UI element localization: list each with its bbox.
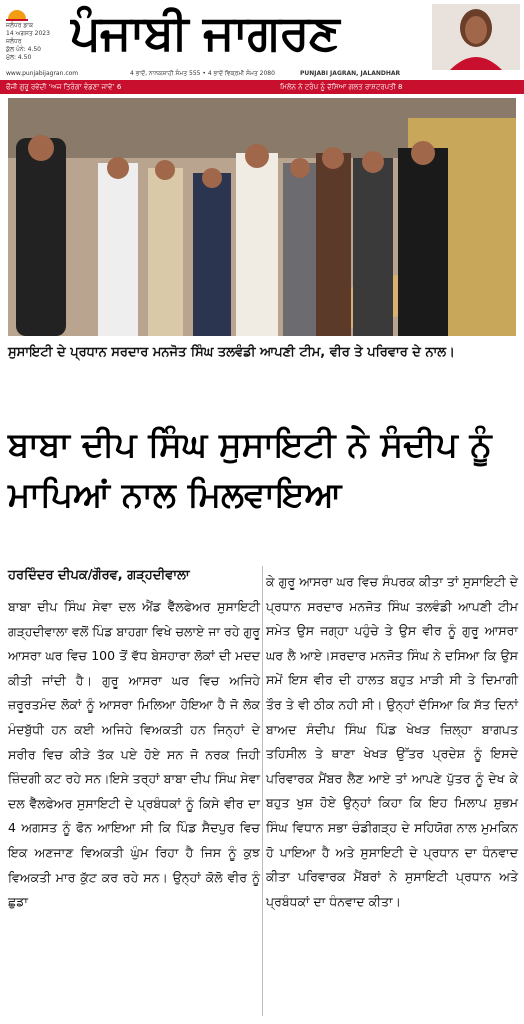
teaser-right: ਮਿਲੇਨ ਨੇ ਟਰੰਪ ਨੂੰ ਦੱਸਿਆ ਗਲਤ ਰਾਸ਼ਟਰਪਤੀ 8 [280,83,403,91]
portrait-illustration [432,4,520,70]
edition-info [6,22,50,62]
teaser-left: ਫੌਜੀ ਗੁਰੂ ਰਵੇਦੀ ‘ਅਜ ਤਿਰੰਗਾ ਵੰਡਣਾ ਜਾਵੇ’ 6 [6,83,122,91]
article-column-right: ਕੇ ਗੁਰੂ ਆਸਰਾ ਘਰ ਵਿਚ ਸੰਪਰਕ ਕੀਤਾ ਤਾਂ ਸੁਸਾਇਟੀ ਦੇ ਪ੍ਰਧਾਨ ਸਰਦਾਰ ਮਨਜੋਤ ਸਿੰਘ ਤਲਵੰਡੀ ਆਪਣੀ ਟੀਮ ਸਮੇਤ ਉਸ ਜਗ੍ਹਾ ਪਹੁੰਚੇ ਤੇ ਉਸ ਵੀਰ ਨੂੰ ਗੁਰੂ ਆਸਰਾ ਘਰ ਲੈ ਆਏ।ਸਰਦਾਰ ਮਨਜੋਤ ਸਿੰਘ ਨੇ ਦਸਿਆ ਕਿ ਉਸ ਸਮੇਂ ਇਸ ਵੀਰ ਦੀ ਹਾਲਤ ਬਹੁਤ ਮਾੜੀ ਸੀ ਤੇ ਦਿਮਾਗੀ ਤੌਰ ਤੇ ਵੀ ਠੀਕ ਨਹੀ ਸੀ। ਉਨ੍ਹਾਂ ਦੱਸਿਆ ਕਿ ਸੱਤ ਦਿਨਾਂ ਬਾਅਦ ਸੰਦੀਪ ਸਿੰਘ ਪਿੰਡ ਖੇਖੜ ਜ਼ਿਲ੍ਹਾ ਬਾਗਪਤ ਤਹਿਸੀਲ ਤੇ ਥਾਣਾ ਖੇਖੜ ਉੱਤਰ ਪ੍ਰਦੇਸ਼ ਨੂੰ ਇਸਦੇ ਪਰਿਵਾਰਕ ਮੈਂਬਰ ਲੈਣ ਆਏ ਤਾਂ ਆਪਣੇ ਪੁੱਤਰ ਨੂੰ ਦੇਖ ਕੇ ਬਹੁਤ ਖੁਸ਼ ਹੋਏ ਉਨ੍ਹਾਂ ਕਿਹਾ ਕਿ ਇਹ ਮਿਲਾਪ ਸ਼ੁਭਮ ਸਿੰਘ ਵਿਧਾਨ ਸਭਾ ਚੰਡੀਗੜ੍ਹ ਦੇ ਸਹਿਯੋਗ ਨਾਲ ਮੁਮਕਿਨ ਹੋ ਪਾਇਆ ਹੈ ਅਤੇ ਸੁਸਾਇਟੀ ਦੇ ਪ੍ਰਧਾਨ ਦਾ ਧੰਨਵਾਦ ਕੀਤਾ ਪਰਿਵਾਰਕ ਮੈਂਬਰਾਂ ਨੇ ਸੁਸਾਇਟੀ ਪ੍ਰਧਾਨ ਅਤੇ ਪ੍ਰਬੰਧਕਾਂ ਦਾ ਧੰਨਵਾਦ ਕੀਤਾ। [266,574,518,909]
edition-city: ਜਲੰਧਰ [6,38,22,45]
portrait-image [432,4,520,70]
edition-price: ਮੁੱਲ: 4.50 [6,54,32,61]
newspaper-title: ਪੰਜਾਬੀ ਜਾਗਰਣ [70,5,339,61]
group-photo [8,98,516,336]
column-divider [262,566,263,1016]
masthead [0,0,524,70]
article-column-left: ਬਾਬਾ ਦੀਪ ਸਿੰਘ ਸੇਵਾ ਦਲ ਐਂਡ ਵੈੱਲਫੇਅਰ ਸੁਸਾਇਟੀ ਗੜ੍ਹਦੀਵਾਲਾ ਵਲੋਂ ਪਿੰਡ ਬਾਹਗਾ ਵਿਖੇ ਚਲਾਏ ਜਾ ਰਹੇ ਗੁਰੂ ਆਸਰਾ ਘਰ ਵਿਚ 100 ਤੋਂ ਵੱਧ ਬੇਸਹਾਰਾ ਲੋਕਾਂ ਦੀ ਮਦਦ ਕੀਤੀ ਜਾਂਦੀ ਹੈ। ਗੁਰੂ ਆਸਰਾ ਘਰ ਵਿਚ ਅਜਿਹੇ ਜ਼ਰੂਰਤਮੰਦ ਲੋਕਾਂ ਨੂੰ ਆਸਰਾ ਮਿਲਿਆ ਹੋਇਆ ਹੈ ਜੋ ਲੋਕ ਮੰਦਬੁੱਧੀ ਹਨ ਕਈ ਅਜਿਹੇ ਵਿਅਕਤੀ ਹਨ ਜਿਨ੍ਹਾਂ ਦੇ ਸਰੀਰ ਵਿਚ ਕੀੜੇ ਤੱਕ ਪਏ ਹੋਏ ਸਨ ਜੋ ਨਰਕ ਜਿਹੀ ਜ਼ਿੰਦਗੀ ਕਟ ਰਹੇ ਸਨ।ਇਸੇ ਤਰ੍ਹਾਂ ਬਾਬਾ ਦੀਪ ਸਿੰਘ ਸੇਵਾ ਦਲ ਵੈੱਲਫੇਅਰ ਸੁਸਾਇਟੀ ਦੇ ਪ੍ਰਬੰਧਕਾਂ ਨੂੰ ਕਿਸੇ ਵੀਰ ਦਾ 4 ਅਗਸਤ ਨੂੰ ਫੋਨ ਆਇਆ ਸੀ ਕਿ ਪਿੰਡ ਸੈਦਪੁਰ ਵਿਚ ਇਕ ਅਣਜਾਣ ਵਿਅਕਤੀ ਘੁੰਮ ਰਿਹਾ ਹੈ ਜਿਸ ਨੂੰ ਕੁਝ ਵਿਅਕਤੀ ਮਾਰ ਕੁੱਟ ਕਰ ਰਹੇ ਸਨ। ਉਨ੍ਹਾਂ ਕੋਲੋ ਵੀਰ ਨੂੰ ਛੁਡਾ [8,599,260,910]
edition-date: 14 ਅਗਸਤ 2023 [6,30,50,37]
article-byline: ਹਰਦਿੰਦਰ ਦੀਪਕ/ਗੌਰਵ, ਗੜ੍ਹਦੀਵਾਲਾ [8,568,190,583]
website-url: www.punjabijagran.com [6,70,79,77]
edition-pages: ਕੁੱਲ ਪੰਨੇ: 4.50 [6,46,41,53]
group-photo-illustration [8,98,516,336]
edition-line: ਜਲੰਧਰ ਡਾਕ [6,22,34,29]
article-headline: ਬਾਬਾ ਦੀਪ ਸਿੰਘ ਸੁਸਾਇਟੀ ਨੇ ਸੰਦੀਪ ਨੂੰ ਮਾਪਿਆਂ ਨਾਲ ਮਿਲਵਾਇਆ [8,425,492,515]
sun-logo-icon [6,5,28,21]
date-strip [0,68,524,80]
calendar-date: 4 ਭਾਦੋਂ, ਨਾਨਕਸ਼ਾਹੀ ਸੰਮਤ 555 • 4 ਭਾਦੋਂ ਵਿਕ੍ਰਮੀ ਸੰਮਤ 2080 [130,70,275,77]
photo-caption: ਸੁਸਾਇਟੀ ਦੇ ਪ੍ਰਧਾਨ ਸਰਦਾਰ ਮਨਜੋਤ ਸਿੰਘ ਤਲਵੰਡੀ ਆਪਣੀ ਟੀਮ, ਵੀਰ ਤੇ ਪਰਿਵਾਰ ਦੇ ਨਾਲ। [8,345,455,360]
headline-strip [0,80,524,94]
paper-edition-name: PUNJABI JAGRAN, JALANDHAR [300,70,401,77]
